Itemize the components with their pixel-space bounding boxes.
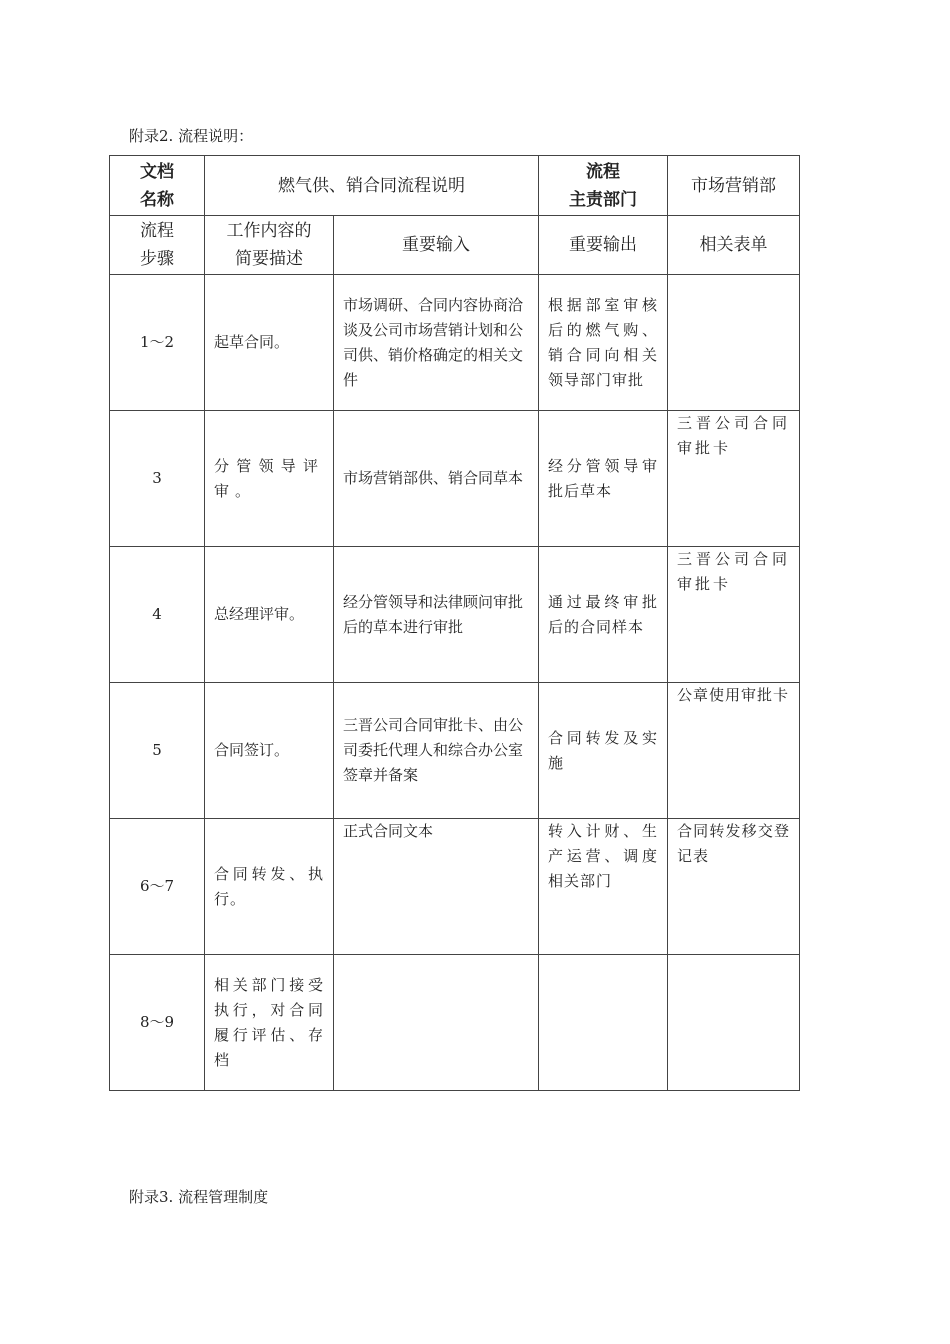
col-step-line1: 流程 bbox=[140, 221, 174, 241]
appendix3-heading: 附录3. 流程管理制度 bbox=[129, 1188, 269, 1206]
process-table bbox=[109, 155, 800, 1091]
appendix2-heading: 附录2. 流程说明： bbox=[129, 127, 254, 145]
col-desc bbox=[205, 216, 334, 275]
forms-cell: 公章使用审批卡 bbox=[668, 683, 800, 819]
input-cell: 市场营销部供、销合同草本 bbox=[334, 411, 539, 547]
col-input: 重要输入 bbox=[334, 216, 539, 275]
table-row bbox=[110, 411, 800, 547]
output-cell: 转入计财、生产运营、调度相关部门 bbox=[539, 819, 668, 955]
col-step-line2: 步骤 bbox=[140, 249, 174, 269]
dept-label bbox=[539, 156, 668, 216]
dept-label-line2: 主责部门 bbox=[569, 189, 637, 210]
desc-cell: 总经理评审。 bbox=[205, 547, 334, 683]
desc-cell: 起草合同。 bbox=[205, 275, 334, 411]
table-row bbox=[110, 275, 800, 411]
input-cell: 市场调研、合同内容协商洽谈及公司市场营销计划和公司供、销价格确定的相关文件 bbox=[334, 275, 539, 411]
col-forms: 相关表单 bbox=[668, 216, 800, 275]
step-cell: 8～9 bbox=[110, 955, 205, 1091]
dept-label-line1: 流程 bbox=[586, 161, 620, 182]
forms-cell: 三晋公司合同审批卡 bbox=[668, 547, 800, 683]
table-row bbox=[110, 955, 800, 1091]
col-output: 重要输出 bbox=[539, 216, 668, 275]
header-row-columns bbox=[110, 216, 800, 275]
col-desc-line1: 工作内容的 bbox=[226, 221, 312, 241]
header-row-doc bbox=[110, 156, 800, 216]
input-cell: 正式合同文本 bbox=[334, 819, 539, 955]
output-cell: 根据部室审核后的燃气购、销合同向相关领导部门审批 bbox=[539, 275, 668, 411]
desc-cell: 相关部门接受执行，对合同履行评估、存档 bbox=[205, 955, 334, 1091]
col-desc-line2: 简要描述 bbox=[235, 249, 303, 269]
table-row bbox=[110, 547, 800, 683]
doc-name-label-line1: 文档 bbox=[140, 161, 174, 182]
forms-cell bbox=[668, 955, 800, 1091]
desc-cell: 分管领导评审。 bbox=[205, 411, 334, 547]
doc-name-value: 燃气供、销合同流程说明 bbox=[205, 156, 539, 216]
col-step bbox=[110, 216, 205, 275]
output-cell bbox=[539, 955, 668, 1091]
output-cell: 通过最终审批后的合同样本 bbox=[539, 547, 668, 683]
output-cell: 合同转发及实施 bbox=[539, 683, 668, 819]
step-cell: 4 bbox=[110, 547, 205, 683]
dept-value: 市场营销部 bbox=[668, 156, 800, 216]
input-cell bbox=[334, 955, 539, 1091]
doc-name-label-line2: 名称 bbox=[140, 189, 174, 210]
desc-cell: 合同签订。 bbox=[205, 683, 334, 819]
input-cell: 经分管领导和法律顾问审批后的草本进行审批 bbox=[334, 547, 539, 683]
desc-cell: 合同转发、执行。 bbox=[205, 819, 334, 955]
input-cell: 三晋公司合同审批卡、由公司委托代理人和综合办公室签章并备案 bbox=[334, 683, 539, 819]
forms-cell: 三晋公司合同审批卡 bbox=[668, 411, 800, 547]
doc-name-label bbox=[110, 156, 205, 216]
step-cell: 5 bbox=[110, 683, 205, 819]
step-cell: 3 bbox=[110, 411, 205, 547]
table-row bbox=[110, 819, 800, 955]
step-cell: 6～7 bbox=[110, 819, 205, 955]
forms-cell bbox=[668, 275, 800, 411]
step-cell: 1～2 bbox=[110, 275, 205, 411]
forms-cell: 合同转发移交登记表 bbox=[668, 819, 800, 955]
table-row bbox=[110, 683, 800, 819]
output-cell: 经分管领导审批后草本 bbox=[539, 411, 668, 547]
